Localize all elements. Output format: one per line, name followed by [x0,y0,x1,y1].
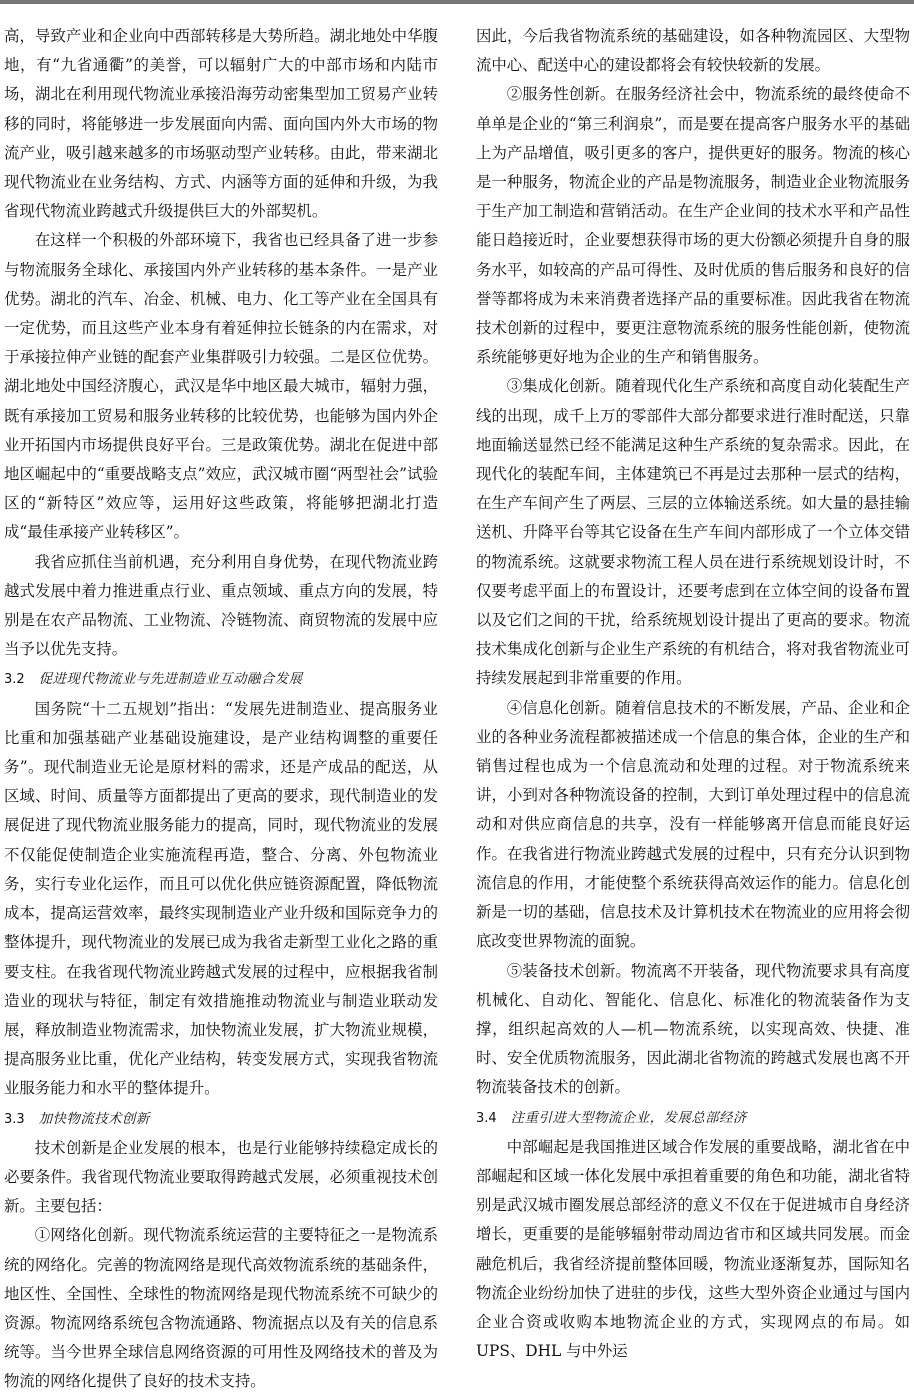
paragraph: 在这样一个积极的外部环境下，我省也已经具备了进一步参与物流服务全球化、承接国内外产业转移的基本条件。一是产业优势。湖北的汽车、冶金、机械、电力、化工等产业在全国具有一定优势，而且这些产业本身有着延伸拉长链条的内在需求，对于承接拉伸产业链的配套产业集群吸引力较强。二是区位优势。湖北地处中国经济腹心，武汉是华中地区最大城市，辐射力强，既有承接加工贸易和服务业转移的比较优势，也能够为国内外企业开拓国内市场提供良好平台。三是政策优势。湖北在促进中部地区崛起中的“重要战略支点”效应，武汉城市圈“两型社会”试验区的“新特区”效应等，运用好这些政策，将能够把湖北打造成“最佳承接产业转移区”。 [4,231,438,542]
section-title: 注重引进大型物流企业，发展总部经济 [510,1110,747,1126]
section-title: 加快物流技术创新 [38,1111,150,1127]
paragraph: 我省应抓住当前机遇，充分利用自身优势，在现代物流业跨越式发展中着力推进重点行业、重点领域、重点方向的发展，特别是在农产品物流、工业物流、冷链物流、商贸物流的发展中应当予以优先支持。 [4,552,438,659]
section-heading [4,664,438,694]
section-heading [476,1103,910,1133]
right-column [476,22,910,1361]
section-heading [4,1104,438,1134]
paragraph: ④信息化创新。随着信息技术的不断发展，产品、企业和企业的各种业务流程都被描述成一个信息的集合体，企业的生产和销售过程也成为一个信息流动和处理的过程。对于物流系统来讲，小到对各种物流设备的控制，大到订单处理过程中的信息流动和对供应商信息的共享，没有一样能够离开信息而能良好运作。在我省进行物流业跨越式发展的过程中，只有充分认识到物流信息的作用，才能使整个系统获得高效运作的能力。信息化创新是一切的基础，信息技术及计算机技术在物流业的应用将会彻底改变世界物流的面貌。 [476,698,910,951]
section-number: 3.4 [476,1110,497,1126]
left-column [4,22,438,1391]
paragraph: ②服务性创新。在服务经济社会中，物流系统的最终使命不单单是企业的“第三利润泉”，而是要在提高客户服务水平的基础上为产品增值，吸引更多的客户，提供更好的服务。物流的核心是一种服务，物流企业的产品是物流服务，制造业企业物流服务于生产加工制造和营销活动。在生产企业间的技术水平和产品性能日趋接近时，企业要想获得市场的更大份额必须提升自身的服务水平，如较高的产品可得性、及时优质的售后服务和良好的信誉等都将成为未来消费者选择产品的重要标准。因此我省在物流技术创新的过程中，要更注意物流系统的服务性能创新，使物流系统能够更好地为企业的生产和销售服务。 [476,85,910,367]
section-number: 3.2 [4,672,25,688]
paragraph: 高，导致产业和企业向中西部转移是大势所趋。湖北地处中华腹地，有“九省通衢”的美誉，可以辐射广大的中部市场和内陆市场，湖北在利用现代物流业承接沿海劳动密集型加工贸易产业转移的同时，将能够进一步发展面向内需、面向国内外大市场的物流产业，吸引越来越多的市场驱动型产业转移。由此，带来湖北现代物流业在业务结构、方式、内涵等方面的延伸和升级，为我省现代物流业跨越式升级提供巨大的外部契机。 [4,27,438,221]
header-rule [0,0,914,4]
paragraph: ⑤装备技术创新。物流离不开装备，现代物流要求具有高度机械化、自动化、智能化、信息化、标准化的物流装备作为支撑，组织起高效的人—机—物流系统，以实现高效、快捷、准时、安全优质物流服务，因此湖北省物流的跨越式发展也离不开物流装备技术的创新。 [476,961,910,1097]
paragraph: ③集成化创新。随着现代化生产系统和高度自动化装配生产线的出现，成千上万的零部件大部分都要求进行准时配送，只靠地面输送显然已经不能满足这种生产系统的复杂需求。因此，在现代化的装配车间，主体建筑已不再是过去那种一层式的结构，在生产车间产生了两层、三层的立体输送系统。如大量的悬挂输送机、升降平台等其它设备在生产车间内部形成了一个立体交错的物流系统。这就要求物流工程人员在进行系统规划设计时，不仅要考虑平面上的布置设计，还要考虑到在立体空间的设备布置以及它们之间的干扰，给系统规划设计提出了更高的要求。物流技术集成化创新与企业生产系统的有机结合，将对我省物流业可持续发展起到非常重要的作用。 [476,377,910,688]
paragraph: 技术创新是企业发展的根本，也是行业能够持续稳定成长的必要条件。我省现代物流业要取得跨越式发展，必须重视技术创新。主要包括： [4,1138,438,1216]
paragraph: 因此，今后我省物流系统的基础建设，如各种物流园区、大型物流中心、配送中心的建设都将会有较快较新的发展。 [476,27,910,75]
paragraph: 中部崛起是我国推进区域合作发展的重要战略，湖北省在中部崛起和区域一体化发展中承担着重要的角色和功能，湖北省特别是武汉城市圈发展总部经济的意义不仅在于促进城市自身经济增长，更重要的是能够辐射带动周边省市和区域共同发展。而金融危机后，我省经济提前整体回暖，物流业逐渐复苏，国际知名物流企业纷纷加快了进驻的步伐，这些大型外资企业通过与国内企业合资或收购本地物流企业的方式，实现网点的布局。如 UPS、DHL 与中外运 [476,1137,910,1361]
section-number: 3.3 [4,1111,25,1127]
section-title: 促进现代物流业与先进制造业互动融合发展 [38,672,303,688]
paragraph: 国务院“十二五规划”指出：“发展先进制造业、提高服务业比重和加强基础产业基础设施建设，是产业结构调整的重要任务”。现代制造业无论是原材料的需求，还是产成品的配送，从区域、时间、质量等方面都提出了更高的要求，现代制造业的发展促进了现代物流业服务能力的提高，同时，现代物流业的发展不仅能促使制造企业实施流程再造，整合、分离、外包物流业务，实行专业化运作，而且可以优化供应链资源配置，降低物流成本，提高运营效率，最终实现制造业产业升级和国际竞争力的整体提升，现代物流业的发展已成为我省走新型工业化之路的重要支柱。在我省现代物流业跨越式发展的过程中，应根据我省制造业的现状与特征，制定有效措施推动物流业与制造业联动发展，释放制造业物流需求，加快物流业发展，扩大物流业规模，提高服务业比重，优化产业结构，转变发展方式，实现我省物流业服务能力和水平的整体提升。 [4,699,438,1098]
paragraph: ①网络化创新。现代物流系统运营的主要特征之一是物流系统的网络化。完善的物流网络是现代高效物流系统的基础条件，地区性、全国性、全球性的物流网络是现代物流系统不可缺少的资源。物流网络系统包含物流通路、物流据点以及有关的信息系统等。当今世界全球信息网络资源的可用性及网络技术的普及为物流的网络化提供了良好的技术支持。 [4,1226,438,1391]
